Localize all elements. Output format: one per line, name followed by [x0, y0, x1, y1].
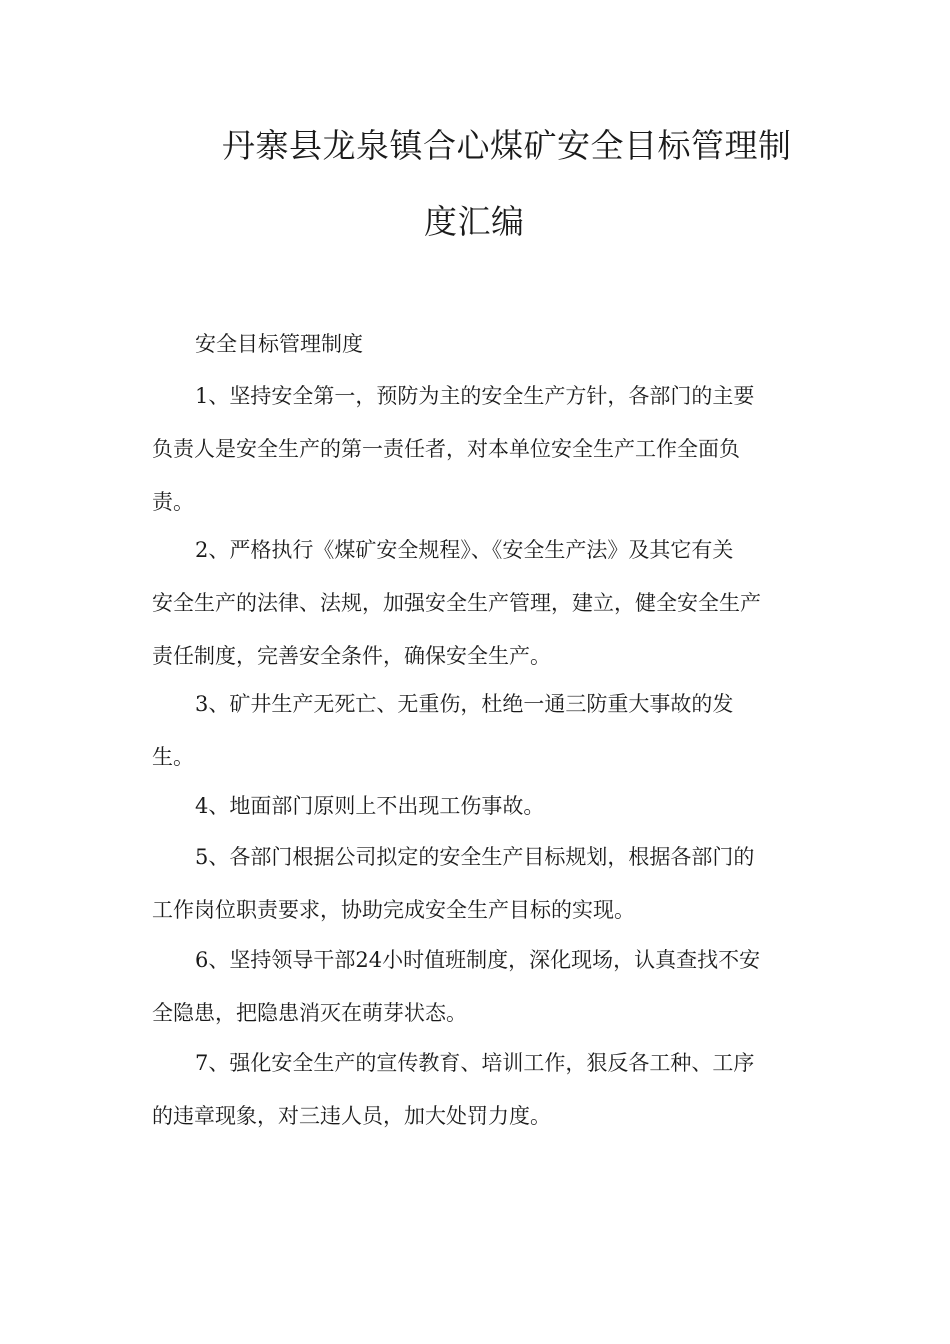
- paragraph-4: [152, 780, 544, 833]
- paragraph-line: 责任制度，完善安全条件，确保安全生产。: [152, 644, 551, 668]
- paragraph-7: [152, 1037, 754, 1143]
- paragraph-line: 安全生产的法律、法规，加强安全生产管理，建立，健全安全生产: [152, 591, 761, 615]
- paragraph-line: 工作岗位职责要求，协助完成安全生产目标的实现。: [152, 898, 635, 922]
- paragraph-line: 责。: [152, 490, 194, 514]
- paragraph-line: 生。: [152, 745, 194, 769]
- paragraph-line: 7、强化安全生产的宣传教育、培训工作，狠反各工种、工序: [195, 1051, 755, 1075]
- paragraph-2: [152, 524, 761, 683]
- paragraph-3: [152, 678, 733, 784]
- paragraph-line: 负责人是安全生产的第一责任者，对本单位安全生产工作全面负: [152, 437, 740, 461]
- paragraph-5: [152, 831, 754, 937]
- paragraph-line: 5、各部门根据公司拟定的安全生产目标规划，根据各部门的: [195, 845, 755, 869]
- document-title-line-2: 度汇编: [424, 202, 525, 241]
- paragraph-line: 2、严格执行《煤矿安全规程》、《安全生产法》及其它有关: [195, 538, 734, 562]
- paragraph-line: 4、地面部门原则上不出现工伤事故。: [195, 794, 545, 818]
- section-heading: 安全目标管理制度: [195, 332, 363, 356]
- paragraph-line: 的违章现象，对三违人员，加大处罚力度。: [152, 1104, 551, 1128]
- paragraph-line: 1、坚持安全第一，预防为主的安全生产方针，各部门的主要: [195, 384, 755, 408]
- paragraph-line: 6、坚持领导干部24小时值班制度，深化现场，认真查找不安: [195, 948, 761, 972]
- document-title-line-1: 丹寨县龙泉镇合心煤矿安全目标管理制: [222, 126, 792, 165]
- paragraph-6: [152, 934, 760, 1040]
- paragraph-line: 全隐患，把隐患消灭在萌芽状态。: [152, 1001, 467, 1025]
- paragraph-line: 3、矿井生产无死亡、无重伤，杜绝一通三防重大事故的发: [195, 692, 734, 716]
- paragraph-1: [152, 370, 754, 529]
